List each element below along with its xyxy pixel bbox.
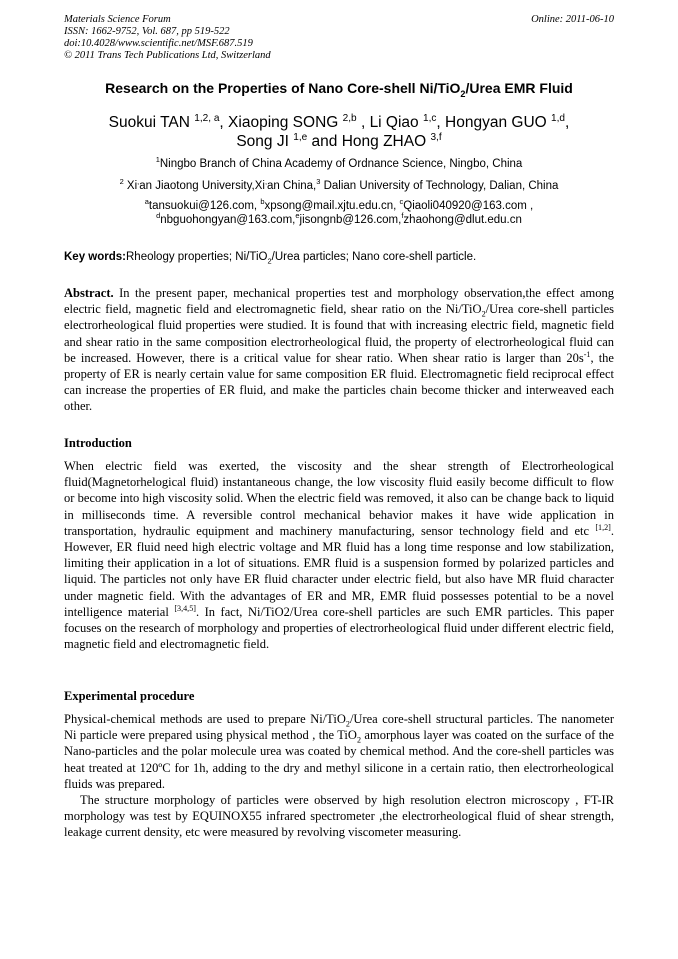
keywords-label: Key words: <box>64 251 126 263</box>
email-link[interactable]: zhaohong@dlut.edu.cn <box>403 214 522 226</box>
introduction-body: When electric field was exerted, the viscosity and the shear strength of Electrorheological fluid(Magnetorhelogical fluid) instantaneous change, the low viscosity fluid easily become difficult to flow or become into high viscosity solid. When the electric field was removed, it also can be change back to liquid in milliseconds time. A reversible control mechanical behavior makes it have wide application in transportation, hydraulic equipment and machinery manufacturing, sensor technology field and etc [1,2]. However, ER fluid need high electric voltage and MR fluid has a long time response and low stabilization, limiting their application in a lot of situations. EMR fluid is a suspension formed by polarized particles and liquid. The particles not only have ER fluid character under electric field, but also have MR fluid character under magnetic field. With the advantages of ER and MR, EMR fluid possesses potential to be a novel intelligence material [3,4,5]. In fact, Ni/TiO2/Urea core-shell particles are such EMR particles. This paper focuses on the research of morphology and properties of electrorheological fluid under different electric field, magnetic field and electromagnetic field. <box>64 459 614 652</box>
citation: [3,4,5] <box>174 603 196 613</box>
email-link[interactable]: nbguohongyan@163.com, <box>160 214 296 226</box>
author-name: Li Qiao <box>369 114 423 131</box>
abstract-label: Abstract. <box>64 286 114 300</box>
affiliation-1: $^1$Ningbo Branch of China Academy of Ordnance Science, Ningbo, China <box>155 155 523 170</box>
journal-doi: doi:10.4028/www.scientific.net/MSF.687.519 <box>64 38 253 49</box>
email-link[interactable]: xpsong@mail.xjtu.edu.cn, <box>264 200 400 212</box>
email-link[interactable]: Qiaoli040920@163.com , <box>403 200 534 212</box>
journal-issn: ISSN: 1662-9752, Vol. 687, pp 519-522 <box>64 26 230 37</box>
email-link[interactable]: jisongnb@126.com, <box>299 214 402 226</box>
author-list: Suokui TAN $^{1,2, a}$, Xiaoping SONG $^{2,b}$ , Li Qiao $^{1,c}$, Hongyan GUO $^{1,d}$, Song JI $^{1,e}$ and Hong ZHAO $^{3,f}$ <box>108 112 570 150</box>
email-line-2: $^d$nbguohongyan@163.com,$^e$jisongnb@126.com,$^f$zhaohong@dlut.edu.cn <box>156 211 522 226</box>
author-name: Hong ZHAO <box>341 133 431 150</box>
author-name: Xiaoping SONG <box>228 114 343 131</box>
online-date: Online: 2011-06-10 <box>531 14 614 25</box>
paper-title: Research on the Properties of Nano Core-shell Ni/TiO$_2$/Urea EMR Fluid <box>105 80 573 99</box>
abstract: Abstract. In the present paper, mechanical properties test and morphology observation,the effect among electric field, magnetic field and electromagnetic field, shear ratio on the Ni/TiO$_2$/Urea core-shell particles electrorheological fluid properties were studied. It is found that with increasing electric field, magnetic field and shear ratio in the same composition electrorheological fluid, the property of electrorheological fluid can be increased. However, there is a critical value for shear ratio. When shear ratio is larger than $20s^{-1}$, the property of ER is nearly certain value for same composition ER fluid. Electromagnetic field reciprocal effect can increase the properties of ER fluid, and make the particles chain become thicker and interweaved each other. <box>64 286 614 414</box>
journal-header <box>64 14 271 62</box>
experimental-heading: Experimental procedure <box>64 689 195 703</box>
author-name: Suokui TAN <box>108 114 195 131</box>
author-name: Hongyan GUO <box>445 114 552 131</box>
experimental-paragraph-2: The structure morphology of particles were observed by high resolution electron microscopy , FT-IR morphology was test by EQUINOX55 infrared spectrometer ,the electrorheological fluid of shear strength, leakage current density, etc were measured by revolving viscometer measuring. <box>64 793 614 840</box>
keywords: Key words:Rheology properties; Ni/TiO$_2$/Urea particles; Nano core-shell particle. <box>64 251 477 266</box>
citation: [1,2] <box>595 522 611 532</box>
email-line-1: $^a$tansuokui@126.com, $^b$xpsong@mail.xjtu.edu.cn, $^c$Qiaoli040920@163.com , <box>144 197 534 212</box>
journal-copyright: © 2011 Trans Tech Publications Ltd, Switzerland <box>64 50 271 61</box>
introduction-heading: Introduction <box>64 436 132 450</box>
experimental-paragraph-1: Physical-chemical methods are used to prepare Ni/TiO$_2$/Urea core-shell structural particles. The nanometer Ni particle were prepared using physical method , the TiO$_2$ amorphous layer was coated on the surface of the Nano-particles and the polar molecule urea was coated by chemical method. And the core-shell particles was heat treated at 120ºC for 1h, adding to the dry and methyl silicone in a certain ratio, then electrorheological fluids was prepared. <box>64 712 615 791</box>
affiliation-2-3: $^2$ Xi,an Jiaotong University,Xi,an China,$^3$ Dalian University of Technology, Dalian, China <box>119 177 559 192</box>
author-name: Song JI <box>236 133 294 150</box>
experimental-body <box>64 711 614 841</box>
journal-name: Materials Science Forum <box>64 14 171 25</box>
email-link[interactable]: tansuokui@126.com, <box>148 200 261 212</box>
